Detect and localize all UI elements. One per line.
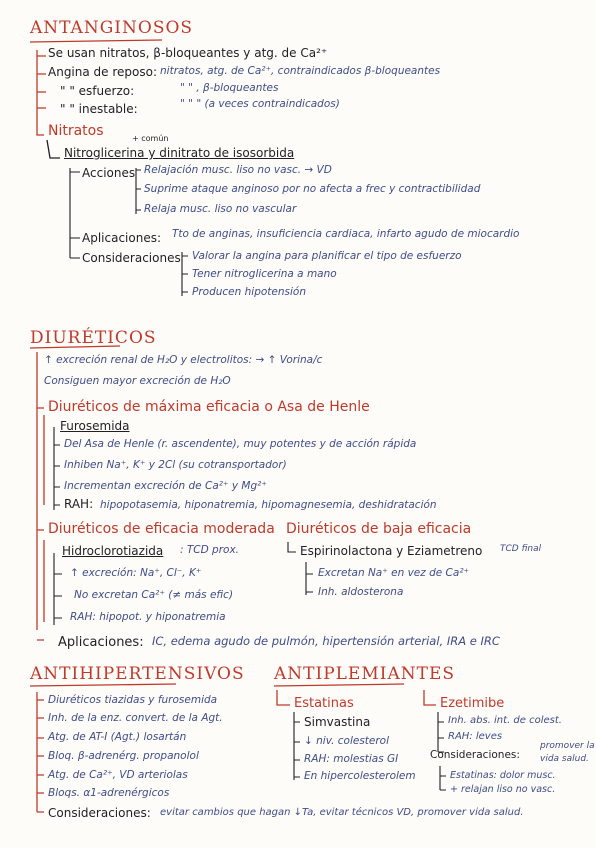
angina-reposo-label: Angina de reposo: — [48, 65, 158, 79]
furosemida-1: Del Asa de Henle (r. ascendente), muy potentes y de acción rápida — [64, 438, 417, 450]
antihip-item-1: Diuréticos tiazidas y furosemida — [48, 694, 218, 706]
acciones-2: Suprime ataque anginoso por no afecta a frec y contractibilidad — [144, 183, 481, 195]
ezetimibe-1: Inh. abs. int. de colest. — [448, 715, 562, 726]
antihip-item-3: Atg. de AT-I (Agt.) losartán — [48, 731, 187, 743]
nitratos-main: Nitroglicerina y dinitrato de isosorbida — [64, 146, 295, 160]
consideraciones-3: Producen hipotensión — [192, 286, 306, 298]
nitratos-sup: + común — [132, 134, 169, 143]
angina-inestable-label: " " inestable: — [60, 102, 138, 116]
furosemida-2: Inhiben Na⁺, K⁺ y 2Cl (su cotransportador) — [64, 459, 287, 471]
moderada-1: ↑ excreción: Na⁺, Cl⁻, K⁺ — [70, 567, 202, 579]
ezetimibe-cons-label: Consideraciones: — [430, 749, 520, 761]
ezetimibe-cons-text-2: vida salud. — [540, 754, 589, 764]
consideraciones-label: Consideraciones — [82, 251, 181, 265]
antianginosos-line-1: Se usan nitratos, β-bloqueantes y atg. de Ca²⁺ — [48, 46, 328, 60]
moderada-2: No excretan Ca²⁺ (≠ más efic) — [74, 589, 234, 601]
aplicaciones-text: Tto de anginas, insuficiencia cardiaca, infarto agudo de miocardio — [172, 228, 520, 240]
espirinolactona-tco: TCD final — [500, 544, 542, 554]
acciones-3: Relaja musc. liso no vascular — [144, 203, 297, 215]
estatinas-3: RAH: molestias GI — [304, 753, 399, 765]
nitratos-title: Nitratos — [48, 123, 104, 139]
angina-inestable-text: " " " (a veces contraindicados) — [180, 98, 340, 110]
ezetimibe-estatinas-2: + relajan liso no vasc. — [450, 784, 556, 795]
antihip-cons-label: Consideraciones: — [48, 806, 151, 820]
ezetimibe-2: RAH: leves — [448, 731, 503, 742]
section-title-antihipertensivos: ANTIHIPERTENSIVOS — [30, 664, 245, 684]
furosemida-3: Incrementan excreción de Ca²⁺ y Mg²⁺ — [64, 480, 267, 492]
estatinas-2: ↓ niv. colesterol — [304, 735, 390, 747]
antihip-cons-text: evitar cambios que hagan ↓Ta, evitar técnicos VD, promover vida salud. — [160, 807, 524, 818]
diureticos-line-1: ↑ excreción renal de H₂O y electrolitos: → ↑ Vorina/c — [44, 354, 323, 366]
ezetimibe-estatinas-1: Estatinas: dolor musc. — [450, 770, 556, 781]
acciones-1: Relajación musc. liso no vasc. → VD — [144, 164, 332, 176]
baja-1: Excretan Na⁺ en vez de Ca²⁺ — [318, 567, 470, 579]
diureticos-line-2: Consiguen mayor excreción de H₂O — [44, 375, 231, 387]
estatinas-4: En hipercolesterolem — [304, 770, 416, 782]
espirinolactona-label: Espirinolactona y Eziametreno — [300, 544, 483, 558]
section-title-antiplemiantes: ANTIPLEMIANTES — [274, 664, 456, 684]
hidroclorotiazida-tco: : TCD prox. — [180, 544, 240, 556]
moderada-title: Diuréticos de eficacia moderada — [48, 521, 275, 537]
estatinas-1: Simvastina — [304, 715, 371, 729]
ezetimibe-title: Ezetimibe — [440, 696, 505, 711]
diureticos-aplic-text: IC, edema agudo de pulmón, hipertensión arterial, IRA e IRC — [152, 634, 500, 648]
estatinas-title: Estatinas — [294, 696, 354, 711]
diureticos-aplic-label: Aplicaciones: — [58, 635, 144, 650]
antihip-item-5: Atg. de Ca²⁺, VD arteriolas — [48, 769, 188, 781]
asa-henle-title: Diuréticos de máxima eficacia o Asa de Henle — [48, 399, 370, 415]
baja-2: Inh. aldosterona — [318, 586, 404, 598]
hidroclorotiazida-label: Hidroclorotiazida — [62, 544, 164, 558]
acciones-label: Acciones — [82, 166, 136, 180]
furosemida-rah-text: hipopotasemia, hiponatremia, hipomagnesemia, deshidratación — [100, 499, 437, 511]
baja-title: Diuréticos de baja eficacia — [286, 521, 472, 537]
section-title-antianginosos: ANTANGINOSOS — [30, 18, 194, 38]
consideraciones-1: Valorar la angina para planificar el tipo de esfuerzo — [192, 250, 462, 262]
section-title-diureticos: DIURÉTICOS — [30, 328, 157, 348]
angina-reposo-text: nitratos, atg. de Ca²⁺, contraindicados β-bloqueantes — [160, 65, 441, 77]
furosemida-label: Furosemida — [60, 419, 130, 433]
ezetimibe-cons-text-1: promover la — [540, 741, 595, 751]
consideraciones-2: Tener nitroglicerina a mano — [192, 268, 337, 280]
moderada-3: RAH: hipopot. y hiponatremia — [70, 611, 226, 623]
angina-esfuerzo-text: " " , β-bloqueantes — [180, 82, 279, 94]
antihip-item-4: Bloq. β-adrenérg. propanolol — [48, 750, 199, 762]
angina-esfuerzo-label: " " esfuerzo: — [60, 84, 135, 98]
furosemida-rah-label: RAH: — [64, 497, 94, 511]
antihip-item-6: Bloqs. α1-adrenérgicos — [48, 787, 170, 799]
aplicaciones-label: Aplicaciones: — [82, 231, 162, 245]
antihip-item-2: Inh. de la enz. convert. de la Agt. — [48, 712, 223, 724]
